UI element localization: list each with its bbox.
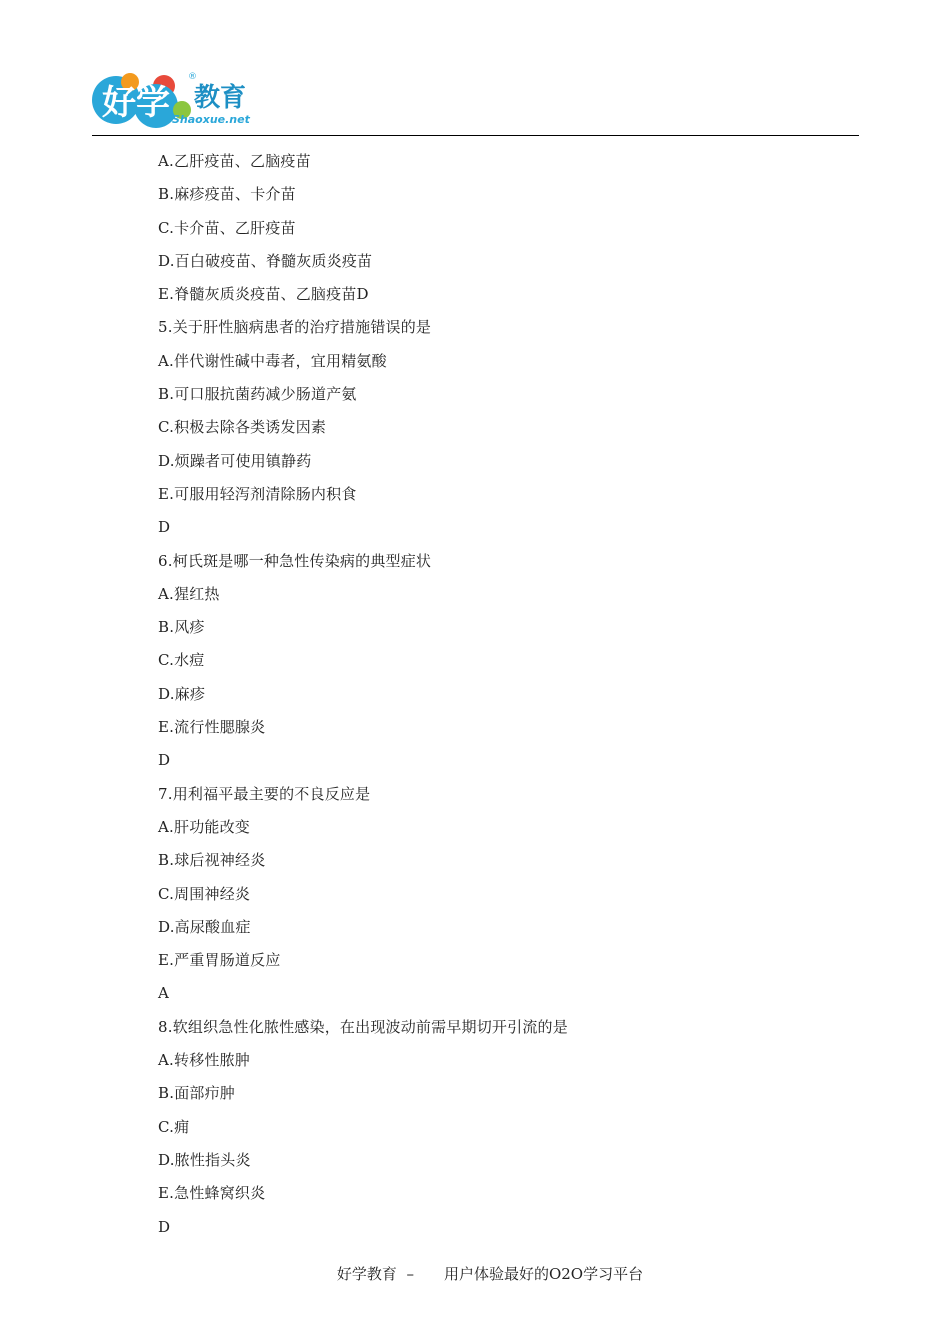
text-line: C.周围神经炎 xyxy=(158,884,251,903)
text-line: B.球后视神经炎 xyxy=(158,851,266,870)
text-line: E.流行性腮腺炎 xyxy=(158,718,266,737)
text-line: 7.用利福平最主要的不良反应是 xyxy=(158,784,371,803)
text-line: B.可口服抗菌药减少肠道产氨 xyxy=(158,385,357,404)
text-line: C.卡介苗、乙肝疫苗 xyxy=(158,218,296,237)
text-line: D xyxy=(158,1217,171,1236)
header-divider xyxy=(92,135,859,136)
logo-registered: ® xyxy=(188,72,197,82)
text-line: D.麻疹 xyxy=(158,684,206,703)
text-line: C.水痘 xyxy=(158,651,205,670)
text-line: D.高尿酸血症 xyxy=(158,917,251,936)
text-line: C.积极去除各类诱发因素 xyxy=(158,418,327,437)
haoxue-logo xyxy=(90,66,265,136)
text-line: D.脓性指头炎 xyxy=(158,1150,251,1169)
text-line: B.面部疖肿 xyxy=(158,1084,235,1103)
text-line: E.急性蜂窝织炎 xyxy=(158,1184,266,1203)
text-line: 6.柯氏斑是哪一种急性传染病的典型症状 xyxy=(158,551,432,570)
text-line: B.麻疹疫苗、卡介苗 xyxy=(158,185,296,204)
text-line: A.乙肝疫苗、乙脑疫苗 xyxy=(158,152,311,170)
text-line: A.肝功能改变 xyxy=(158,817,251,836)
text-line: B.风疹 xyxy=(158,618,205,637)
text-line: C.痈 xyxy=(158,1117,190,1136)
text-line: E.严重胃肠道反应 xyxy=(158,951,281,970)
text-line: A.伴代谢性碱中毒者，宜用精氨酸 xyxy=(158,351,387,370)
text-line: 8.软组织急性化脓性感染，在出现波动前需早期切开引流的是 xyxy=(158,1017,568,1036)
page-footer xyxy=(0,1263,950,1284)
logo-text: 好学 xyxy=(102,83,170,123)
text-line: E.可服用轻泻剂清除肠内积食 xyxy=(158,484,357,503)
text-line: D.烦躁者可使用镇静药 xyxy=(158,451,312,470)
page-header xyxy=(0,0,950,140)
footer-tagline: 用户体验最好的O2O学习平台 xyxy=(443,1265,644,1283)
logo-sub: 教育 xyxy=(194,83,247,113)
text-line: 5.关于肝性脑病患者的治疗措施错误的是 xyxy=(158,318,432,337)
text-line: D.百白破疫苗、脊髓灰质炎疫苗 xyxy=(158,251,373,270)
text-line: E.脊髓灰质炎疫苗、乙脑疫苗D xyxy=(158,285,369,304)
footer-brand: 好学教育 – xyxy=(336,1265,414,1283)
text-line: D xyxy=(158,751,171,770)
logo-url: Shaoxue.net xyxy=(172,113,250,126)
text-line: A.猩红热 xyxy=(158,584,220,603)
document-body xyxy=(158,145,858,1244)
text-line: A xyxy=(158,984,170,1003)
text-line: D xyxy=(158,518,171,537)
text-line: A.转移性脓肿 xyxy=(158,1051,251,1070)
